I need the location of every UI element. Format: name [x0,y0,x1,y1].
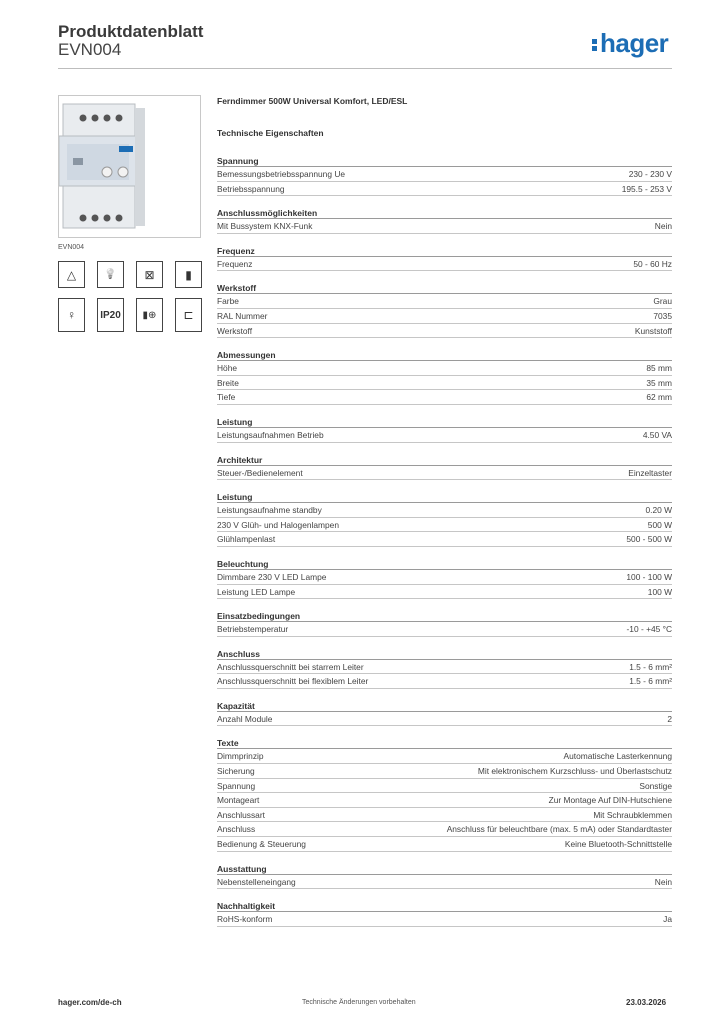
spec-row [217,376,672,391]
spec-value: -10 - +45 °C [626,624,672,635]
spec-row [217,532,672,547]
spec-row [217,428,672,443]
section-title: Kapazität [217,700,672,712]
spec-value: 500 W [647,519,672,530]
spec-value: 100 W [647,586,672,597]
lamp-shade-icon: △ [58,261,85,288]
spec-label: Spannung [217,780,256,791]
spec-row [217,660,672,675]
fluorescent-tube-icon: ▮ [175,261,202,288]
spec-value: Automatische Lasterkennung [563,751,672,762]
spec-value: 85 mm [646,363,672,374]
spec-label: RAL Nummer [217,310,268,321]
spec-label: Anzahl Module [217,713,273,724]
spec-value: 500 - 500 W [626,534,672,545]
spec-label: Breite [217,377,239,388]
spec-value: Sonstige [639,780,672,791]
spec-label: Tiefe [217,392,236,403]
section-title: Frequenz [217,245,672,257]
spec-row [217,167,672,182]
section-gap [217,338,672,349]
spec-row [217,390,672,405]
electronic-transformer-icon: ▮⊕ [136,298,163,332]
spec-row [217,793,672,808]
section-title: Spannung [217,155,672,167]
spec-row [217,912,672,927]
section-gap [217,271,672,282]
spec-label: Leistungsaufnahme standby [217,505,322,516]
product-image [58,95,201,238]
footer-note: Technische Änderungen vorbehalten [302,999,416,1006]
logo-text: hager [600,28,669,58]
spec-row [217,503,672,518]
spec-value: Anschluss für beleuchtbare (max. 5 mA) oder Standardtaster [446,824,672,835]
section-gap [217,852,672,863]
spec-row [217,875,672,890]
product-name: Ferndimmer 500W Universal Komfort, LED/ESL [217,96,408,106]
spec-row [217,822,672,837]
logo-dots-icon [592,37,599,53]
spec-value: 1.5 - 6 mm² [629,661,672,672]
section-gap [217,405,672,416]
spec-label: Anschluss [217,824,256,835]
spec-label: Glühlampenlast [217,534,276,545]
spec-label: Nebenstelleneingang [217,876,296,887]
led-bulb-icon: ♀ [58,298,85,332]
section-gap [217,480,672,491]
section-title: Abmessungen [217,349,672,361]
section-gap [217,443,672,454]
spec-content [217,96,672,927]
section-title: Architektur [217,454,672,466]
spec-label: Betriebsspannung [217,183,285,194]
spec-value: 7035 [653,310,672,321]
spec-row [217,219,672,234]
spec-row [217,294,672,309]
dimmer-device-illustration [59,96,200,237]
spec-label: Frequenz [217,258,253,269]
spec-label: Anschlussart [217,809,265,820]
section-title: Beleuchtung [217,558,672,570]
section-gap [217,889,672,900]
spec-row [217,182,672,197]
footer-date: 23.03.2026 [626,998,667,1007]
spec-value: Mit Schraubklemmen [593,809,672,820]
spec-row [217,674,672,689]
section-title: Einsatzbedingungen [217,610,672,622]
spec-value: Zur Montage Auf DIN-Hutschiene [548,795,672,806]
ip20-icon: IP20 [97,298,124,332]
spec-value: 1.5 - 6 mm² [629,676,672,687]
spec-row [217,837,672,852]
tech-heading: Technische Eigenschaften [217,128,324,138]
spec-label: Bedienung & Steuerung [217,839,306,850]
section-gap [217,547,672,558]
section-title: Texte [217,737,672,749]
section-title: Werkstoff [217,282,672,294]
spec-label: Bemessungsbetriebsspannung Ue [217,169,346,179]
spec-value: Mit elektronischem Kurzschluss- und Überlastschutz [477,766,672,777]
image-caption: EVN004 [58,244,85,251]
spec-label: Anschlussquerschnitt bei starrem Leiter [217,661,364,672]
section-gap [217,637,672,648]
spec-value: Grau [653,296,672,307]
section-title: Anschlussmöglichkeiten [217,207,672,219]
section-gap [217,234,672,245]
footer-website[interactable]: hager.com/de-ch [58,998,122,1007]
spec-label: Leistung LED Lampe [217,586,296,597]
spec-value: 4.50 VA [642,429,672,440]
spec-label: Anschlussquerschnitt bei flexiblem Leiter [217,676,369,687]
din-rail-mounting-icon: ⊏ [175,298,202,332]
spec-sections [217,155,672,927]
spec-label: Werkstoff [217,325,253,336]
spec-label: Farbe [217,296,239,307]
section-gap [217,689,672,700]
spec-value: Einzeltaster [628,467,672,478]
spec-row [217,779,672,794]
spec-value: 100 - 100 W [626,571,672,582]
spec-label: Betriebstemperatur [217,624,289,635]
feature-icons [58,261,201,332]
transformer-icon: ⊠ [136,261,163,288]
spec-label: Steuer-/Bedienelement [217,467,303,478]
spec-label: Mit Bussystem KNX-Funk [217,221,313,232]
spec-value: Keine Bluetooth-Schnittstelle [564,839,672,850]
spec-row [217,257,672,272]
spec-label: Sicherung [217,766,255,777]
spec-value: 230 - 230 V [628,169,672,179]
section-gap [217,726,672,737]
section-title: Ausstattung [217,863,672,875]
section-title: Anschluss [217,648,672,660]
spec-value: 35 mm [646,377,672,388]
header-divider [58,68,672,69]
spec-label: Dimmprinzip [217,751,264,762]
spec-label: Höhe [217,363,238,374]
spec-value: Ja [663,914,672,925]
spec-row [217,570,672,585]
section-gap [217,196,672,207]
section-title: Nachhaltigkeit [217,900,672,912]
section-title: Leistung [217,491,672,503]
page-title: Produktdatenblatt [58,22,204,41]
spec-row [217,764,672,779]
spec-value: 2 [667,713,672,724]
spec-row [217,585,672,600]
product-code: EVN004 [58,40,122,59]
spec-label: 230 V Glüh- und Halogenlampen [217,519,339,530]
spec-label: Dimmbare 230 V LED Lampe [217,571,327,582]
spec-row [217,518,672,533]
spec-row [217,712,672,727]
spec-row [217,324,672,339]
spec-value: Nein [654,876,672,887]
spec-row [217,309,672,324]
spec-row [217,361,672,376]
section-title: Leistung [217,416,672,428]
spec-label: Montageart [217,795,260,806]
spec-value: Kunststoff [634,325,672,336]
spec-row [217,466,672,481]
spec-row [217,808,672,823]
spec-value: 0.20 W [645,505,672,516]
spec-row [217,622,672,637]
spec-value: 50 - 60 Hz [633,258,672,269]
spec-label: RoHS-konform [217,914,273,925]
halogen-bulb-icon: 💡 [97,261,124,288]
brand-logo [592,28,668,59]
spec-label: Leistungsaufnahmen Betrieb [217,429,324,440]
section-gap [217,599,672,610]
spec-value: 195.5 - 253 V [621,183,672,194]
spec-row [217,749,672,764]
spec-value: Nein [654,221,672,232]
spec-value: 62 mm [646,392,672,403]
